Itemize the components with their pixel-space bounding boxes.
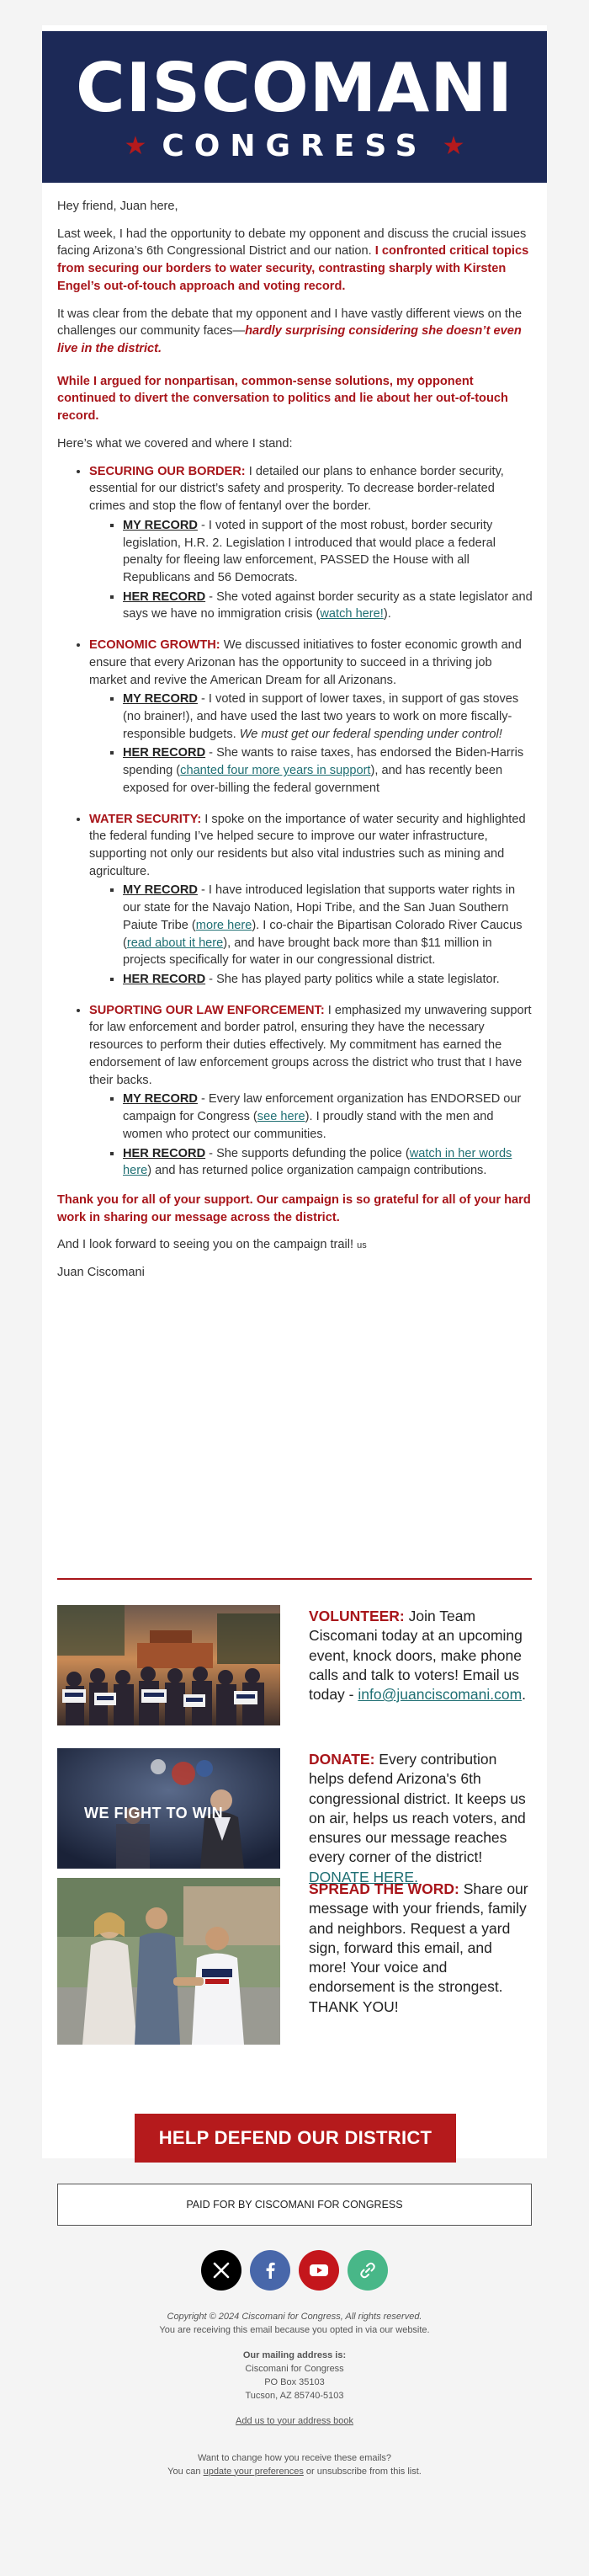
spread-photo — [57, 1878, 280, 2045]
her-record-text: - She has played party politics while a state legislator. — [205, 973, 500, 987]
update-preferences-link[interactable]: update your preferences — [203, 2466, 304, 2477]
divider — [57, 1578, 532, 1580]
banner-name: CISCOMANI — [75, 48, 514, 127]
her-record-text: - She supports defunding the police ( — [205, 1146, 410, 1160]
section-title: SECURING OUR BORDER: — [89, 464, 246, 478]
section-text: I detailed our plans to enhance border security, essential for our district’s safety and prosperity. To decrease border-related crimes and stop the flow of fentanyl over the border. — [89, 464, 504, 514]
her-record-label: HER RECORD — [123, 1146, 206, 1160]
volunteer-end: . — [522, 1686, 527, 1704]
address-line: Tucson, AZ 85740-5103 — [245, 2390, 344, 2401]
volunteer-promo — [57, 1605, 532, 1725]
social-links — [0, 2250, 589, 2291]
banner-subtitle: CONGRESS — [162, 128, 427, 163]
x-icon[interactable] — [201, 2250, 241, 2291]
record-list — [89, 1091, 533, 1180]
watch-here-link[interactable]: watch here! — [320, 607, 384, 621]
spread-promo — [57, 1878, 532, 2045]
donate-photo — [57, 1748, 280, 1869]
section-text: We discussed initiatives to foster economic growth and ensure that every Arizonan has the opportunity to succeed in a thriving job market and revive the American Dream for all Arizonans. — [89, 638, 522, 687]
volunteer-body: Join Team Ciscomani today at an upcoming event, knock doors, make phone calls and talk to voters! Email us today - — [309, 1608, 523, 1704]
banner-subtitle-row — [124, 129, 464, 163]
address-book-text[interactable]: Add us to your address book — [235, 2415, 354, 2426]
list-item — [89, 1002, 533, 1180]
greeting: Hey friend, Juan here, — [57, 200, 178, 213]
heres-paragraph: Here’s what we covered and where I stand: — [57, 436, 293, 451]
star-icon: ★ — [442, 131, 465, 161]
my-record — [123, 1091, 533, 1143]
my-record-text: - I voted in support of the most robust, border security legislation, H.R. 2. Legislation I introduced that would place a federal penalty for fleeing law enforcement, PASSED the House with all Republicans and 56 Democrats. — [123, 518, 496, 584]
clear-paragraph — [57, 306, 533, 358]
link-icon[interactable] — [348, 2250, 388, 2291]
help-defend-button[interactable]: HELP DEFEND OUR DISTRICT — [135, 2114, 456, 2163]
chanted-link[interactable]: chanted four more years in support — [180, 764, 371, 778]
donate-promo — [57, 1748, 532, 1887]
thanks-paragraph: Thank you for all of your support. Our campaign is so grateful for all of your hard work in sharing our message across the district. — [57, 1192, 531, 1224]
intro-highlight: I confronted critical topics from securing our borders to water security, contrasting sharply with Kirsten Engel’s out-of-touch approach and voting record. — [57, 244, 529, 293]
my-record — [123, 691, 533, 743]
forward-text: And I look forward to seeing you on the campaign trail! — [57, 1238, 354, 1252]
her-record-end: ). — [383, 607, 391, 621]
address-line: Ciscomani for Congress — [245, 2363, 344, 2374]
more-here-link[interactable]: more here — [195, 918, 252, 932]
her-record — [123, 744, 533, 797]
her-record-label: HER RECORD — [123, 973, 206, 987]
my-record-label: MY RECORD — [123, 692, 198, 707]
my-record-text: - I have introduced legislation that supports water rights in our state for the Navajo Nation, Hopi Tribe, and the San Juan Southern Paiute Tribe ( — [123, 883, 516, 932]
spread-text — [309, 1878, 532, 2045]
her-record-text: - She voted against border security as a state legislator and says we have no immigration crisis ( — [123, 589, 533, 621]
her-record — [123, 971, 533, 989]
my-record — [123, 882, 533, 969]
copyright: Copyright © 2024 Ciscomani for Congress, All rights reserved. — [167, 2312, 422, 2322]
spread-label: SPREAD THE WORD: — [309, 1880, 459, 1897]
optin-text: You are receiving this email because you opted in via our website. — [159, 2324, 430, 2335]
record-list — [89, 882, 533, 988]
header-banner — [42, 31, 547, 183]
issues-list — [57, 463, 533, 1180]
section-title: WATER SECURITY: — [89, 812, 202, 826]
her-record-end: ) and has returned police organization campaign contributions. — [147, 1164, 487, 1178]
email-link[interactable]: info@juanciscomani.com — [358, 1686, 523, 1704]
donate-text — [309, 1748, 532, 1887]
footer — [0, 2311, 589, 2478]
my-record-text: - Every law enforcement organization has ENDORSED our campaign for Congress ( — [123, 1092, 522, 1124]
clear-highlight: hardly surprising considering she doesn’t even live in the district. — [57, 324, 522, 356]
volunteer-text — [309, 1605, 532, 1725]
email-body — [57, 198, 533, 1292]
my-record — [123, 517, 533, 587]
spread-body: Share our message with your friends, family and neighbors. Request a yard sign, forward this email, and more! Your voice and endorsement is the strongest. THANK YOU! — [309, 1880, 528, 2015]
my-record-italic: We must get our federal spending under control! — [239, 727, 502, 741]
donate-photo-text: WE FIGHT TO WIN — [84, 1805, 224, 1821]
my-record-end: ). I proudly stand with the men and women who protect our communities. — [123, 1110, 494, 1141]
while-paragraph: While I argued for nonpartisan, common-sense solutions, my opponent continued to divert the conversation to politics and lie about her out-of-touch record. — [57, 374, 508, 424]
donate-body: Every contribution helps defend Arizona's 6th congressional district. It keeps us on air, helps us reach voters, and ensures our message reaches every corner of the district! — [309, 1751, 526, 1866]
record-list — [89, 691, 533, 797]
intro-paragraph — [57, 226, 533, 296]
preferences-line — [0, 2466, 589, 2479]
clear-text: It was clear from the debate that my opponent and I have vastly different views on the challenges our community faces— — [57, 307, 523, 339]
section-title: SUPORTING OUR LAW ENFORCEMENT: — [89, 1003, 325, 1017]
email-card — [42, 25, 547, 2158]
list-item — [89, 637, 533, 797]
mailing-label: Our mailing address is: — [242, 2349, 347, 2360]
see-here-link[interactable]: see here — [257, 1110, 305, 1124]
volunteer-photo — [57, 1605, 280, 1725]
my-record-end: ), and have brought back more than $11 million in projects specifically for water in our congressional district. — [123, 936, 492, 968]
facebook-icon[interactable] — [250, 2250, 290, 2291]
my-record-mid: ). I co-chair the Bipartisan Colorado River Caucus ( — [123, 918, 523, 950]
list-item — [89, 811, 533, 989]
donate-label: DONATE: — [309, 1751, 375, 1768]
donate-link[interactable]: DONATE HERE. — [309, 1868, 418, 1885]
signature: Juan Ciscomani — [57, 1266, 145, 1280]
my-record-label: MY RECORD — [123, 1092, 198, 1107]
youtube-icon[interactable] — [299, 2250, 339, 2291]
her-record — [123, 1145, 533, 1180]
her-record-text: - She wants to raise taxes, has endorsed the Biden-Harris spending ( — [123, 746, 524, 778]
read-about-link[interactable]: read about it here — [126, 936, 224, 950]
section-text: I emphasized my unwavering support for law enforcement and border patrol, ensuring they have the necessary resources to perform their duties effectively. My commitment has earned the endorsement of law enforcement groups across the district who trust that I have their backs. — [89, 1003, 532, 1087]
address-line: PO Box 35103 — [264, 2376, 325, 2387]
preferences-pre: You can — [167, 2466, 204, 2477]
record-list — [89, 517, 533, 623]
my-record-text: - I voted in support of lower taxes, in support of gas stoves (no brainer!), and have used the last two years to work on more fiscally-responsible budgets. — [123, 692, 519, 741]
forward-tag: us — [357, 1240, 367, 1251]
section-text: I spoke on the importance of water security and highlighted the federal funding I’ve helped secure to improve our water infrastructure, supporting not only our residents but also vital industries such as mining and agriculture. — [89, 812, 526, 878]
preferences-post: or unsubscribe from this list. — [303, 2466, 422, 2477]
her-record-label: HER RECORD — [123, 589, 206, 604]
her-record — [123, 589, 533, 623]
her-record-end: ), and has recently been exposed for over-billing the federal government — [123, 764, 503, 795]
my-record-label: MY RECORD — [123, 883, 198, 898]
address-book-link[interactable] — [0, 2415, 589, 2429]
my-record-label: MY RECORD — [123, 518, 198, 532]
forward-paragraph — [57, 1236, 533, 1254]
watch-her-words-link[interactable]: watch in her words here — [123, 1146, 512, 1178]
list-item — [89, 463, 533, 623]
star-icon: ★ — [124, 131, 147, 161]
paid-for-box: PAID FOR BY CISCOMANI FOR CONGRESS — [57, 2184, 532, 2226]
change-text: Want to change how you receive these emails? — [197, 2452, 392, 2463]
intro-text: Last week, I had the opportunity to debate my opponent and discuss the crucial issues facing Arizona’s 6th Congressional District and our nation. — [57, 227, 527, 259]
section-title: ECONOMIC GROWTH: — [89, 638, 220, 653]
volunteer-label: VOLUNTEER: — [309, 1608, 405, 1624]
her-record-label: HER RECORD — [123, 746, 206, 760]
